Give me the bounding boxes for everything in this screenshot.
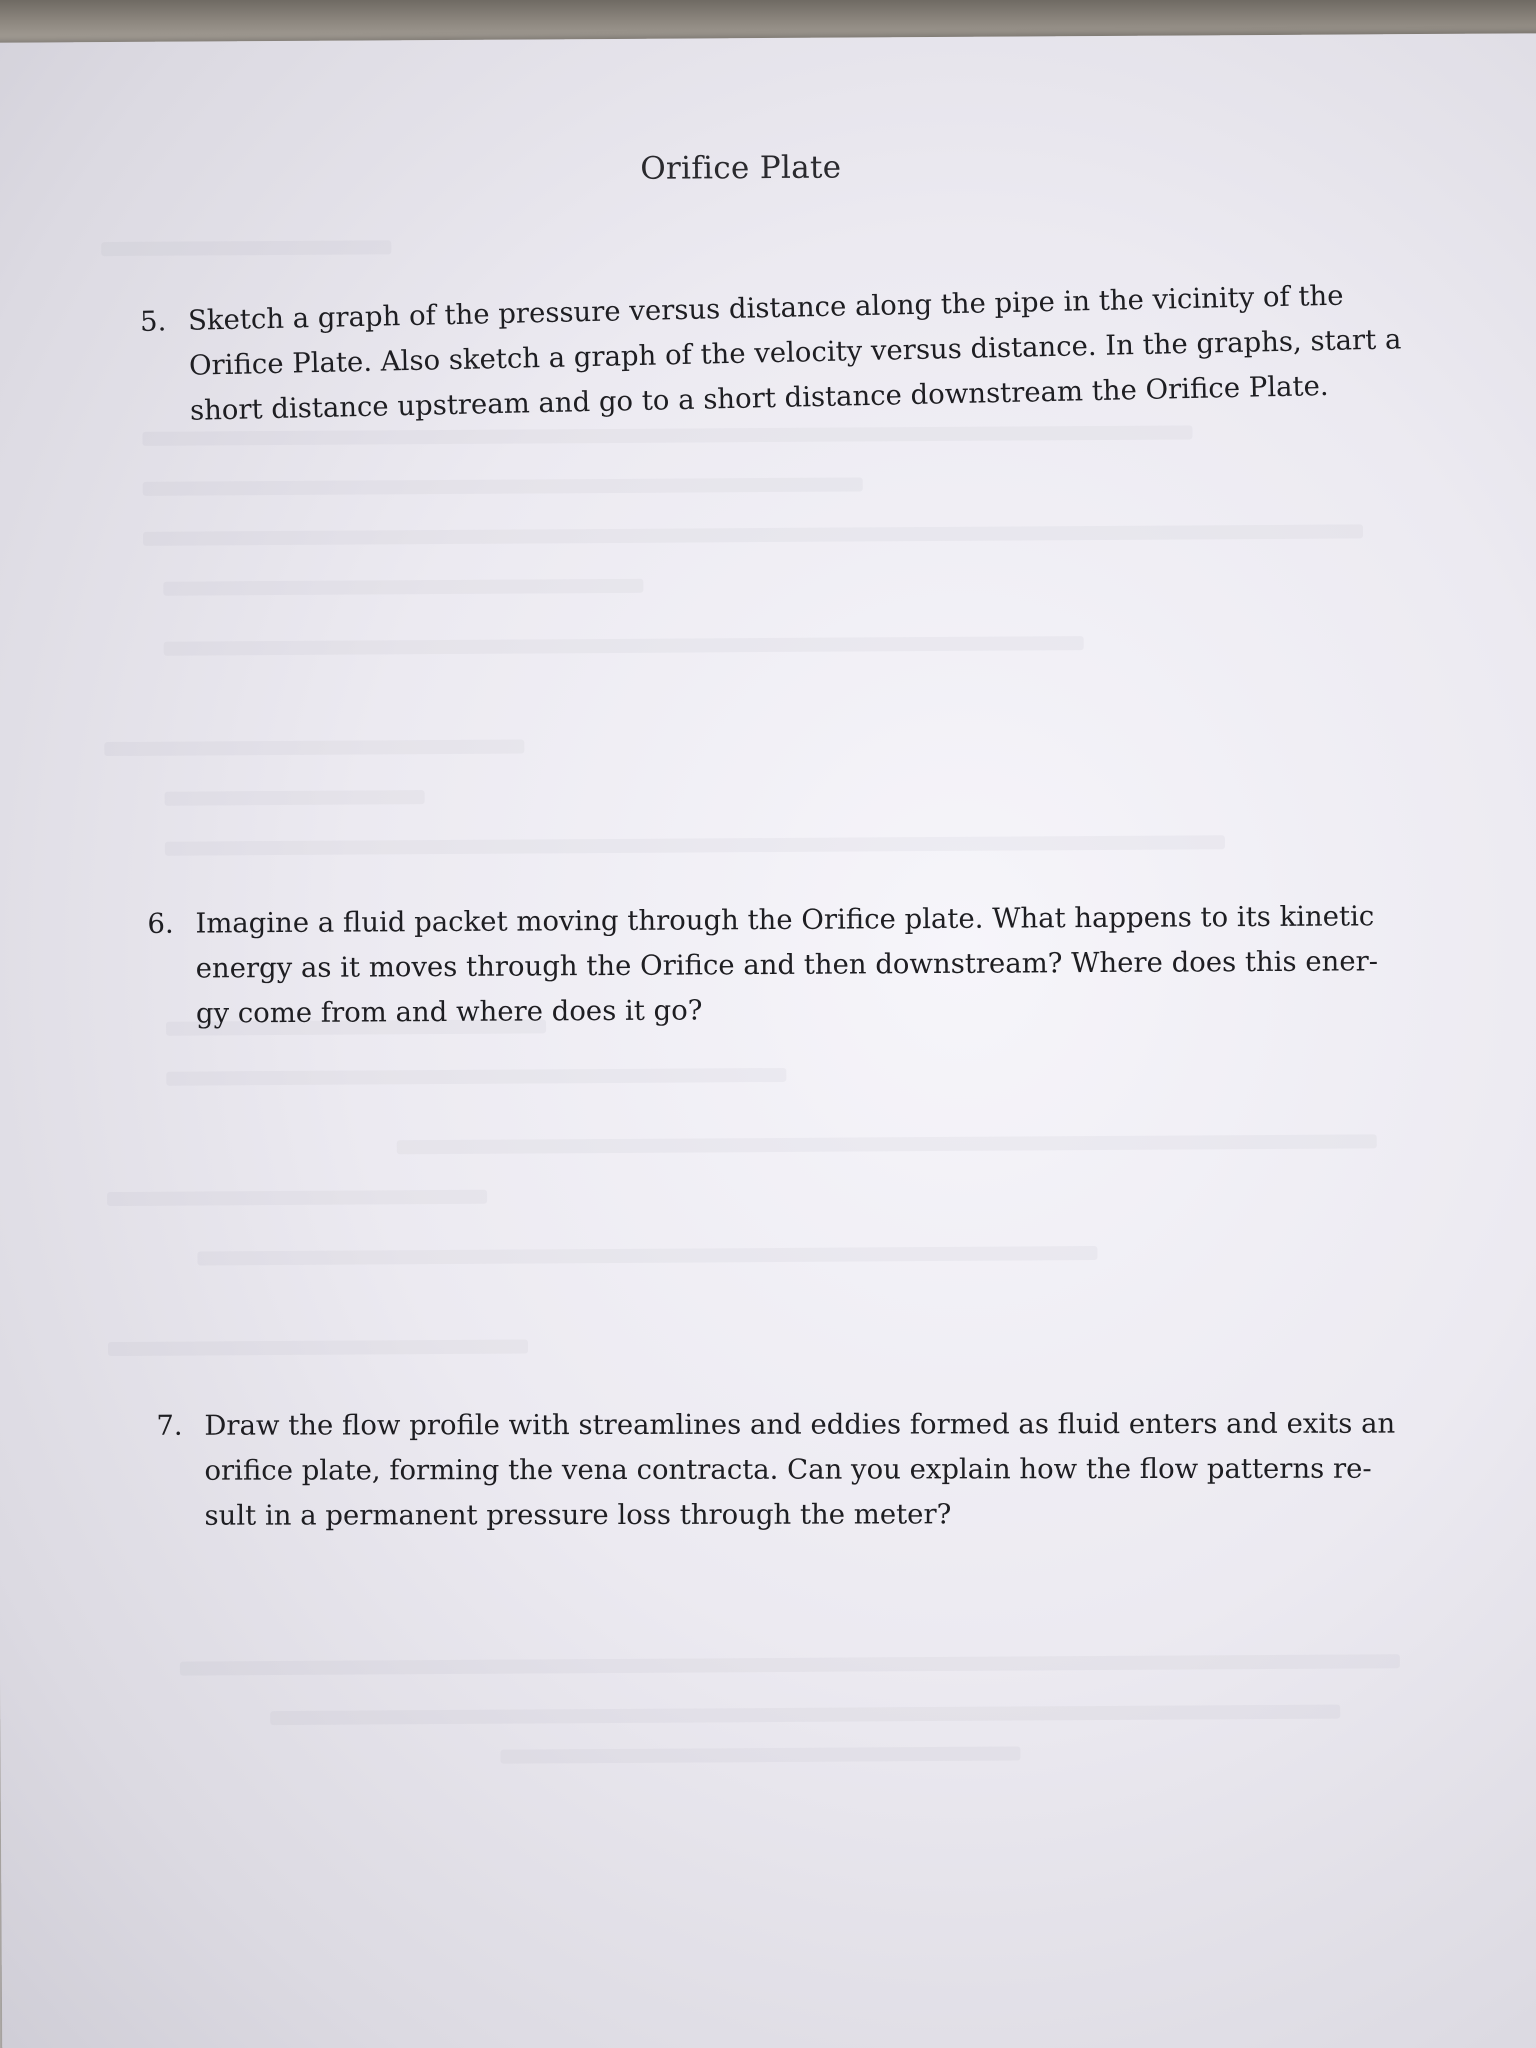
question-line: Imagine a fluid packet moving through the Orifice plate. What happens to its kinetic xyxy=(195,900,1375,940)
question-line: Draw the flow profile with streamlines and eddies formed as fluid enters and exits an xyxy=(204,1407,1396,1442)
question-line: energy as it moves through the Orifice and then downstream? Where does this ener- xyxy=(195,945,1379,985)
question-line: orifice plate, forming the vena contracta. Can you explain how the flow patterns re- xyxy=(204,1452,1372,1487)
question-line: sult in a permanent pressure loss through the meter? xyxy=(204,1498,952,1532)
worksheet-page xyxy=(0,33,1536,2048)
question-line: gy come from and where does it go? xyxy=(195,994,703,1030)
question-line: Sketch a graph of the pressure versus distance along the pipe in the vicinity of the xyxy=(187,279,1344,337)
question-line: Orifice Plate. Also sketch a graph of the velocity versus distance. In the graphs, start a xyxy=(188,323,1402,382)
question-6 xyxy=(147,894,1428,1037)
question-number: 5. xyxy=(139,305,167,338)
question-text xyxy=(188,272,1433,434)
question-5 xyxy=(140,272,1433,435)
question-number: 7. xyxy=(156,1409,183,1442)
question-text xyxy=(195,894,1428,1037)
question-text xyxy=(204,1402,1446,1539)
question-number: 6. xyxy=(147,907,174,940)
page-title: Orifice Plate xyxy=(640,149,842,187)
question-7 xyxy=(156,1402,1446,1539)
question-line: short distance upstream and go to a short distance downstream the Orifice Plate. xyxy=(189,369,1329,427)
